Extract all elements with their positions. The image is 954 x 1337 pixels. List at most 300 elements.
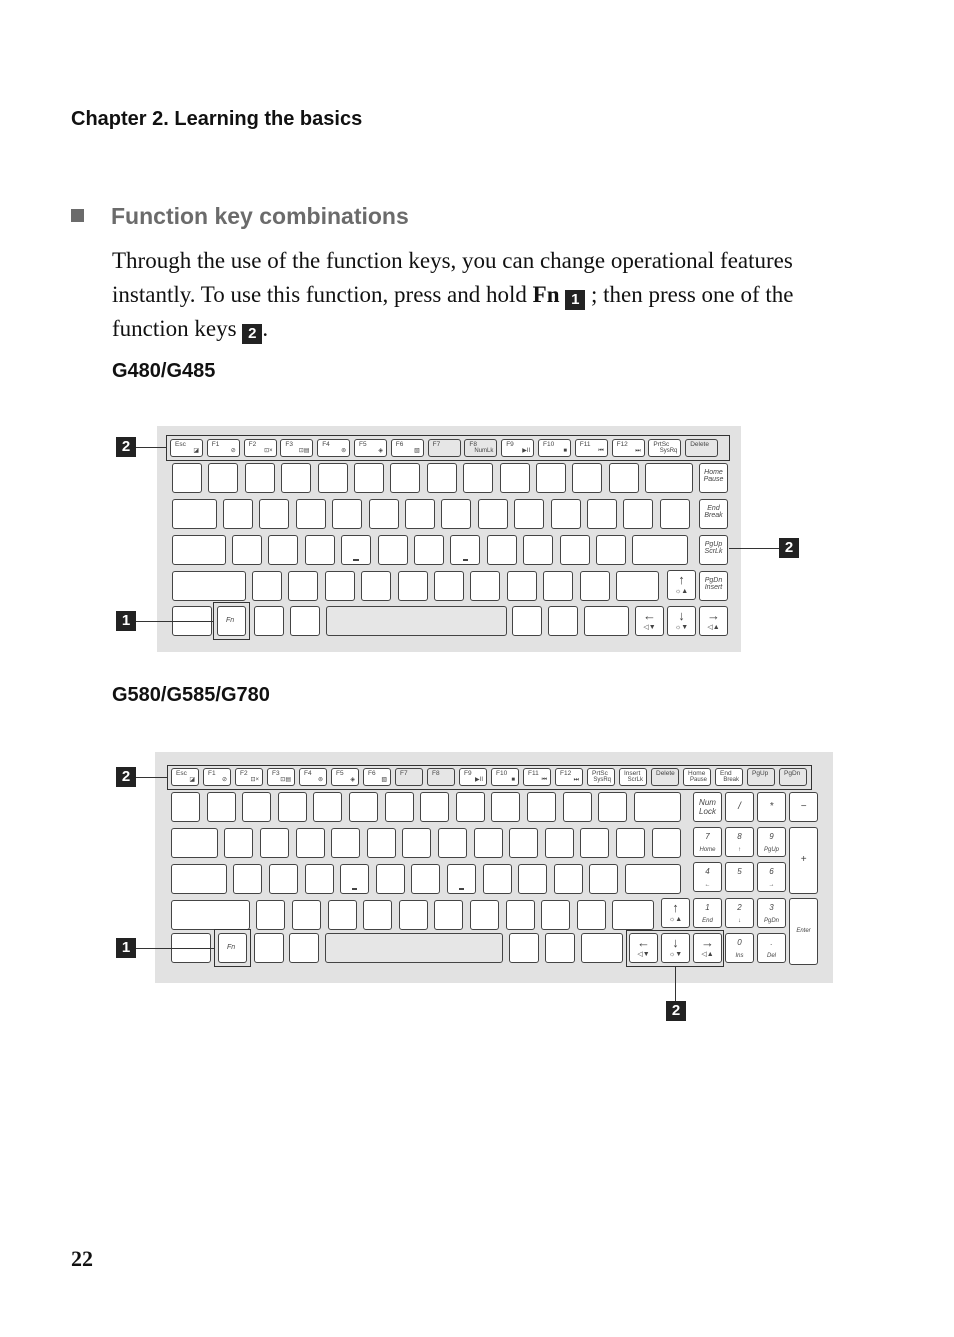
numpad-star-key[interactable]: *	[757, 792, 786, 822]
home-pause-key[interactable]	[699, 463, 728, 493]
arrow-up-icon: ↑	[678, 572, 685, 587]
fkey-f8[interactable]	[464, 439, 497, 457]
alt-key[interactable]	[289, 933, 319, 963]
menu-key[interactable]	[545, 933, 575, 963]
key[interactable]	[487, 535, 517, 565]
key-label: F7	[432, 441, 441, 448]
key-label: PgDn	[704, 577, 723, 584]
key[interactable]	[463, 463, 493, 493]
key[interactable]	[305, 864, 334, 894]
key-function-icon: ▧	[381, 777, 387, 783]
key[interactable]	[541, 900, 570, 930]
key[interactable]	[223, 499, 253, 529]
key[interactable]	[414, 535, 444, 565]
arrow-down-icon: ↓	[678, 608, 685, 623]
fkey-f8[interactable]	[427, 768, 455, 786]
pgup-scrlk-key[interactable]	[699, 535, 728, 565]
key[interactable]	[325, 571, 355, 601]
key[interactable]	[447, 864, 476, 894]
key[interactable]	[478, 499, 508, 529]
key[interactable]	[259, 499, 289, 529]
key-label: 5	[737, 867, 742, 876]
section-heading	[71, 203, 409, 230]
key-sublabel: Ins	[735, 953, 744, 959]
numpad-plus-key[interactable]: +	[789, 827, 818, 894]
key[interactable]	[171, 828, 218, 858]
key[interactable]	[278, 792, 307, 822]
key-sublabel: Del	[766, 953, 776, 959]
key[interactable]	[354, 463, 384, 493]
key-label: 6	[769, 867, 774, 876]
num-lock-key[interactable]: Num Lock	[693, 792, 722, 822]
key[interactable]	[376, 864, 405, 894]
section-bullet	[71, 209, 84, 222]
key[interactable]	[543, 571, 573, 601]
key[interactable]	[580, 828, 609, 858]
key[interactable]	[660, 499, 690, 529]
key[interactable]	[233, 864, 262, 894]
key-label: F2	[240, 770, 248, 777]
numpad-k3-key[interactable]	[757, 898, 786, 928]
key[interactable]	[563, 792, 592, 822]
numpad-minus-key[interactable]: −	[789, 792, 818, 822]
key[interactable]	[232, 535, 262, 565]
key-label: Delete	[656, 770, 675, 777]
key[interactable]	[313, 792, 342, 822]
fkey-f10[interactable]	[491, 768, 519, 786]
key-label: F11	[579, 441, 591, 448]
key-label: PrtSc	[653, 441, 670, 448]
key-sublabel: ↓	[738, 918, 741, 924]
key[interactable]	[332, 499, 362, 529]
key[interactable]	[269, 864, 298, 894]
key-label: F1	[208, 770, 216, 777]
space-key[interactable]	[325, 933, 503, 963]
fkey-f11[interactable]	[575, 439, 608, 457]
arrow-left-key[interactable]	[635, 606, 664, 636]
home-row-nub	[353, 559, 359, 561]
key-label: F7	[400, 770, 408, 777]
fkey-f3[interactable]	[280, 439, 313, 457]
key-function-icon: ◈	[350, 777, 355, 783]
key[interactable]	[281, 463, 311, 493]
key[interactable]	[171, 792, 200, 822]
pgdn-insert-key[interactable]	[699, 571, 728, 601]
key-label: F5	[336, 770, 344, 777]
keyboard-diagram-g480	[157, 426, 741, 652]
callout-2-arrows-b: 2	[666, 1001, 686, 1021]
menu-key[interactable]	[548, 606, 578, 636]
key-label: F6	[368, 770, 376, 777]
key-function-icon: ScrLk	[627, 777, 643, 783]
arrow-down-icon: ↓	[672, 935, 679, 950]
key[interactable]	[527, 792, 556, 822]
fkey-f12[interactable]	[612, 439, 645, 457]
key[interactable]	[288, 571, 318, 601]
fkey-f5[interactable]	[331, 768, 359, 786]
key-label: End	[707, 505, 720, 512]
key[interactable]	[506, 900, 535, 930]
key[interactable]	[509, 828, 538, 858]
key-function-icon: ▶II	[522, 448, 531, 454]
key[interactable]	[363, 900, 392, 930]
key-function-icon: Pause	[689, 777, 707, 783]
arrow-down-key[interactable]	[661, 933, 690, 963]
key[interactable]	[483, 864, 512, 894]
key[interactable]	[634, 792, 681, 822]
key-sublabel: ↑	[738, 847, 741, 853]
key[interactable]	[208, 463, 238, 493]
key[interactable]	[470, 900, 499, 930]
key[interactable]	[577, 900, 606, 930]
volume-down-icon: ◁▼	[637, 951, 650, 958]
key[interactable]	[172, 571, 246, 601]
key[interactable]	[598, 792, 627, 822]
fn-key[interactable]: Fn	[218, 933, 247, 963]
home-row-nub	[352, 888, 357, 890]
key[interactable]	[441, 499, 471, 529]
key-function-icon: ⊘	[230, 448, 236, 454]
leader-line	[729, 548, 779, 549]
key-label: F10	[543, 441, 555, 448]
callout-badge: 1	[565, 290, 585, 310]
key[interactable]	[625, 864, 681, 894]
key[interactable]	[398, 571, 428, 601]
key-label: 9	[769, 832, 774, 841]
key-function-icon: ⏭	[573, 777, 579, 783]
leader-line	[675, 967, 676, 1001]
fkey-f6[interactable]	[391, 439, 424, 457]
alt-gr-key[interactable]	[509, 933, 539, 963]
key-function-icon: ◪	[189, 777, 195, 783]
page-number: 22	[71, 1246, 93, 1271]
arrow-up-key[interactable]	[661, 898, 690, 928]
ctrl-right-key[interactable]	[581, 933, 623, 963]
key[interactable]	[305, 535, 335, 565]
key[interactable]	[172, 499, 217, 529]
key-label: Insert	[624, 770, 641, 777]
end-break-key[interactable]	[699, 499, 728, 529]
numpad-enter-key[interactable]: Enter	[789, 898, 818, 965]
key[interactable]	[589, 864, 618, 894]
key[interactable]	[296, 828, 325, 858]
key[interactable]	[551, 499, 581, 529]
fkey-pgup[interactable]	[747, 768, 775, 786]
intro-paragraph	[112, 244, 842, 346]
fkey-prtsc[interactable]	[648, 439, 681, 457]
numpad-k2-key[interactable]	[725, 898, 754, 928]
arrow-down-key[interactable]	[667, 606, 696, 636]
key[interactable]	[171, 864, 227, 894]
key-sublabel: Insert	[704, 584, 723, 591]
callout-1-fn-b: 1	[116, 938, 136, 958]
key-sublabel: ←	[704, 882, 711, 888]
key-sublabel: PgDn	[763, 918, 779, 924]
key[interactable]	[518, 864, 547, 894]
arrow-up-key[interactable]	[667, 570, 696, 600]
key-function-icon: ⊡▤	[298, 448, 310, 454]
key[interactable]	[224, 828, 253, 858]
key[interactable]	[405, 499, 435, 529]
key[interactable]	[361, 571, 391, 601]
ctrl-right-key[interactable]	[584, 606, 629, 636]
numpad-k4-key[interactable]	[693, 862, 722, 892]
arrow-left-key[interactable]	[629, 933, 658, 963]
fkey-pgdn[interactable]	[779, 768, 807, 786]
fkey-esc[interactable]	[170, 439, 203, 457]
key-function-icon: ⏮	[541, 777, 547, 783]
fkey-f11[interactable]	[523, 768, 551, 786]
arrow-right-key[interactable]	[699, 606, 728, 636]
key-function-icon: ⊘	[221, 777, 227, 783]
key[interactable]	[554, 864, 583, 894]
brightness-up-icon: ☼▲	[668, 916, 683, 923]
key-sublabel: PgUp	[763, 847, 779, 853]
numpad-k1-key[interactable]	[693, 898, 722, 928]
fkey-f7[interactable]	[395, 768, 423, 786]
key-function-icon: SysRq	[593, 777, 611, 783]
numpad-k5-key[interactable]	[725, 862, 754, 892]
fkey-f9[interactable]	[501, 439, 534, 457]
fkey-f1[interactable]	[207, 439, 240, 457]
fkey-f12[interactable]	[555, 768, 583, 786]
key[interactable]	[402, 828, 431, 858]
key[interactable]	[369, 499, 399, 529]
fkey-f1[interactable]	[203, 768, 231, 786]
key[interactable]	[385, 792, 414, 822]
fkey-f2[interactable]	[244, 439, 277, 457]
para-text-1: Through the use of the function keys, you can change operational features instantly. To use this function, press and hold	[112, 248, 793, 307]
key[interactable]	[420, 792, 449, 822]
fkey-end[interactable]	[715, 768, 743, 786]
fkey-f5[interactable]	[354, 439, 387, 457]
key[interactable]	[268, 535, 298, 565]
key-function-icon: ▶II	[475, 777, 483, 783]
key[interactable]	[331, 828, 360, 858]
key[interactable]	[623, 499, 653, 529]
key[interactable]	[378, 535, 408, 565]
key-label: 1	[705, 903, 710, 912]
key-label: F6	[395, 441, 404, 448]
key-label: Home	[688, 770, 706, 777]
brightness-up-icon: ☼▲	[674, 588, 689, 595]
key-label: Esc	[175, 441, 186, 448]
key[interactable]	[260, 828, 289, 858]
fkey-f6[interactable]	[363, 768, 391, 786]
key-label: F12	[616, 441, 628, 448]
key-label: 4	[705, 867, 710, 876]
key[interactable]	[652, 828, 681, 858]
key[interactable]	[491, 792, 520, 822]
key-function-icon: ⏭	[635, 448, 641, 454]
key[interactable]	[450, 535, 480, 565]
key[interactable]	[411, 864, 440, 894]
key[interactable]	[245, 463, 275, 493]
fkey-prtsc[interactable]	[587, 768, 615, 786]
key[interactable]	[292, 900, 321, 930]
fkey-delete[interactable]	[685, 439, 718, 457]
leader-line	[136, 948, 214, 949]
model-label-a: G480/G485	[112, 360, 216, 382]
leader-line	[136, 777, 167, 778]
key-sublabel: Break	[704, 512, 723, 519]
key[interactable]	[434, 900, 463, 930]
key[interactable]	[434, 571, 464, 601]
callout-badge: 2	[242, 324, 262, 344]
numpad-slash-key[interactable]: /	[725, 792, 754, 822]
key[interactable]	[572, 463, 602, 493]
fkey-f9[interactable]	[459, 768, 487, 786]
key[interactable]	[172, 535, 226, 565]
brightness-down-icon: ☼▼	[668, 951, 683, 958]
key[interactable]	[507, 571, 537, 601]
key-function-icon: ⊡×	[264, 448, 273, 454]
key[interactable]	[474, 828, 503, 858]
volume-down-icon: ◁▼	[643, 624, 656, 631]
fkey-f3[interactable]	[267, 768, 295, 786]
leader-line	[136, 447, 167, 448]
key-label: Home	[704, 469, 723, 476]
key[interactable]	[560, 535, 590, 565]
fkey-home[interactable]	[683, 768, 711, 786]
key-sublabel: End	[702, 918, 713, 924]
key[interactable]	[340, 864, 369, 894]
section-title: Function key combinations	[111, 203, 409, 229]
key-label: Delete	[690, 441, 709, 448]
key[interactable]	[349, 792, 378, 822]
numpad-k7-key[interactable]	[693, 827, 722, 857]
alt-gr-key[interactable]	[512, 606, 542, 636]
fkey-f2[interactable]	[235, 768, 263, 786]
key-function-icon: ⏮	[598, 448, 604, 454]
key-label: End	[720, 770, 732, 777]
key[interactable]	[645, 463, 693, 493]
key-function-icon: NumLk	[474, 448, 494, 454]
key-function-icon: ■	[563, 448, 567, 454]
key[interactable]	[399, 900, 428, 930]
numpad-k6-key[interactable]	[757, 862, 786, 892]
fkey-esc[interactable]	[171, 768, 199, 786]
key[interactable]	[296, 499, 326, 529]
key[interactable]	[456, 792, 485, 822]
key-label: 8	[737, 832, 742, 841]
key-function-icon: SysRq	[659, 448, 678, 454]
key[interactable]	[390, 463, 420, 493]
brightness-down-icon: ☼▼	[674, 624, 689, 631]
key[interactable]	[438, 828, 467, 858]
key-function-icon: ▧	[414, 448, 420, 454]
fkey-f4[interactable]	[317, 439, 350, 457]
key[interactable]	[367, 828, 396, 858]
key[interactable]	[341, 535, 371, 565]
key[interactable]	[587, 499, 617, 529]
key-label: F4	[322, 441, 330, 448]
windows-key[interactable]	[254, 606, 284, 636]
callout-2-nav-a: 2	[779, 538, 799, 558]
key-label: F11	[528, 770, 539, 777]
numpad-k0-key[interactable]	[725, 933, 754, 963]
numpad-k9-key[interactable]	[757, 827, 786, 857]
key[interactable]	[500, 463, 530, 493]
key[interactable]	[242, 792, 271, 822]
numpad-kdot-key[interactable]	[757, 933, 786, 963]
keyboard-diagram-g580	[155, 752, 833, 983]
key-label: 3	[769, 903, 774, 912]
alt-key[interactable]	[290, 606, 320, 636]
key-label: PrtSc	[592, 770, 608, 777]
key[interactable]	[632, 535, 687, 565]
numpad-k8-key[interactable]	[725, 827, 754, 857]
key[interactable]	[536, 463, 566, 493]
volume-up-icon: ◁▲	[707, 624, 720, 631]
key-function-icon: ⊚	[317, 777, 323, 783]
key[interactable]	[470, 571, 500, 601]
key[interactable]	[256, 900, 285, 930]
fn-bold: Fn	[532, 282, 560, 307]
key-function-icon: ⊡▤	[280, 777, 291, 783]
fkey-f7[interactable]	[428, 439, 461, 457]
arrow-right-icon: →	[707, 608, 720, 623]
key-function-icon: ◈	[378, 448, 383, 454]
para-text-2: ; then press one of the function keys	[112, 282, 794, 341]
key-label: 2	[737, 903, 742, 912]
arrow-left-icon: ←	[637, 935, 650, 950]
fkey-f10[interactable]	[538, 439, 571, 457]
key[interactable]	[609, 463, 639, 493]
key[interactable]	[596, 535, 626, 565]
key-label: F1	[211, 441, 220, 448]
key-function-icon: Break	[723, 777, 739, 783]
key[interactable]	[318, 463, 348, 493]
volume-up-icon: ◁▲	[701, 951, 714, 958]
fn-key[interactable]: Fn	[217, 606, 246, 636]
key[interactable]	[545, 828, 574, 858]
arrow-up-icon: ↑	[672, 900, 679, 915]
key-sublabel: ScrLk	[704, 548, 723, 555]
para-text-3: .	[262, 316, 269, 341]
key-function-icon: ⊡×	[250, 777, 259, 783]
key[interactable]	[427, 463, 457, 493]
key-label: F3	[285, 441, 293, 448]
fkey-f4[interactable]	[299, 768, 327, 786]
key-function-icon: ⊚	[341, 448, 347, 454]
windows-key[interactable]	[254, 933, 284, 963]
key-label: F9	[464, 770, 472, 777]
key[interactable]	[612, 900, 653, 930]
fkey-delete[interactable]	[651, 768, 679, 786]
key[interactable]	[616, 828, 645, 858]
arrow-left-icon: ←	[643, 608, 656, 623]
key[interactable]	[580, 571, 610, 601]
key-label: F2	[248, 441, 257, 448]
key-label: PgUp	[752, 770, 769, 777]
key[interactable]	[207, 792, 236, 822]
key-function-icon: ◪	[193, 448, 199, 454]
key-label: F12	[560, 770, 572, 777]
key[interactable]	[172, 463, 202, 493]
space-key[interactable]	[326, 606, 507, 636]
key-sublabel: Home	[699, 847, 716, 853]
key[interactable]	[523, 535, 553, 565]
key[interactable]	[171, 900, 250, 930]
key-label: PgDn	[784, 770, 801, 777]
fkey-insert[interactable]	[619, 768, 647, 786]
arrow-right-key[interactable]	[693, 933, 722, 963]
key[interactable]	[514, 499, 544, 529]
arrow-right-icon: →	[701, 935, 714, 950]
key[interactable]	[252, 571, 282, 601]
key[interactable]	[328, 900, 357, 930]
